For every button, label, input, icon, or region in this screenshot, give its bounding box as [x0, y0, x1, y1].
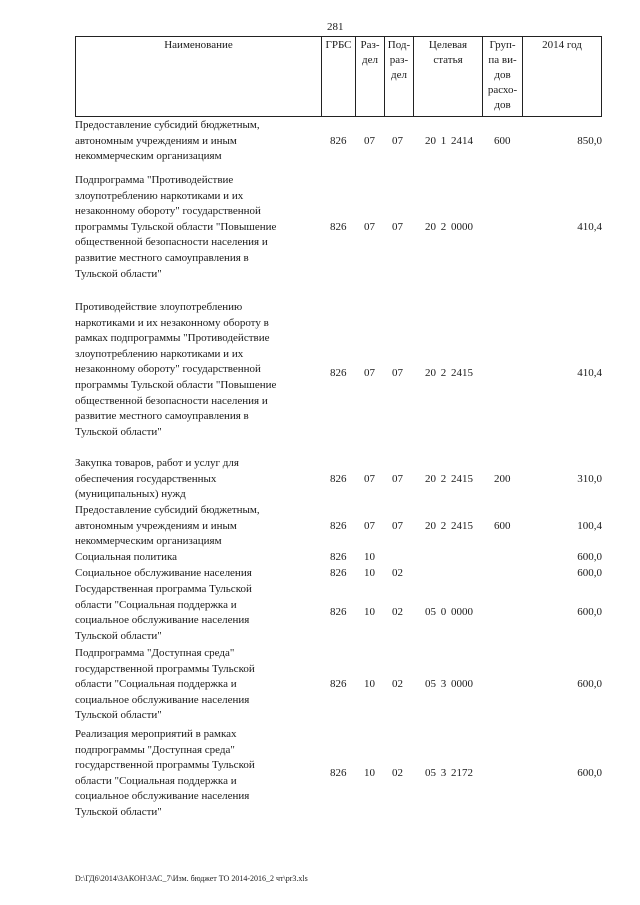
- row-grbs: 826: [330, 134, 347, 147]
- row-podrazdel: 02: [392, 678, 403, 691]
- row-sum: 600,0: [577, 606, 602, 619]
- row-name: Социальная политика: [75, 551, 178, 563]
- row-name: Подпрограмма "Доступная среда" государственной программы Тульской области "Социальная поддержка и социальное обслуживание населения Тульской области": [75, 647, 255, 722]
- row-sum: 410,4: [577, 367, 602, 379]
- row-razdel: 07: [364, 220, 375, 233]
- row-name: Закупка товаров, работ и услуг для обеспечения государственных (муниципальных) нужд: [75, 457, 239, 501]
- row-razdel: 10: [364, 767, 375, 779]
- row-podrazdel: 02: [392, 606, 403, 619]
- row-expense-group: 600: [494, 134, 511, 147]
- row-sum: 600,0: [577, 551, 602, 563]
- header-year-2014: 2014 год: [542, 39, 582, 51]
- row-target-article: 20 2 2415: [425, 519, 473, 532]
- row-razdel: 10: [364, 551, 375, 563]
- header-name: Наименование: [164, 39, 233, 51]
- row-sum: 100,4: [577, 519, 602, 532]
- row-razdel: 10: [364, 606, 375, 619]
- row-podrazdel: 02: [392, 567, 403, 579]
- header-grbs: ГРБС: [325, 39, 352, 51]
- header-podrazdel: Под- раз- дел: [387, 39, 411, 81]
- row-podrazdel: 07: [392, 367, 403, 379]
- row-name: Подпрограмма "Противодействие злоупотреблению наркотиками и их незаконному обороту" государственной программы Тульской области "Повышение общественной безопасности населения и развитие местного самоуправления в Тульской области": [75, 174, 277, 280]
- row-name: Государственная программа Тульской области "Социальная поддержка и социальное обслуживание населения Тульской области": [75, 583, 252, 642]
- row-target-article: 05 0 0000: [425, 606, 473, 619]
- row-grbs: 826: [330, 472, 347, 485]
- row-podrazdel: 07: [392, 220, 403, 233]
- row-name: Реализация мероприятий в рамках подпрограммы "Доступная среда" государственной программы Тульской области "Социальная поддержка и социальное обслуживание населения Тульской области": [75, 728, 255, 818]
- row-name: Социальное обслуживание населения: [75, 567, 252, 579]
- row-target-article: 05 3 2172: [425, 767, 473, 779]
- row-grbs: 826: [330, 367, 347, 379]
- row-podrazdel: 07: [392, 519, 403, 532]
- row-sum: 850,0: [577, 134, 602, 147]
- row-target-article: 20 2 2415: [425, 472, 473, 485]
- header-target-article: Целевая статья: [428, 39, 468, 66]
- row-name: Противодействие злоупотреблению наркотиками и их незаконному обороту в рамках подпрограммы "Противодействие злоупотреблению наркотиками и их незаконному обороту" государственной программы Тульской области "Повышение общественной безопасности населения и развитие местного самоуправления в Тульской области": [75, 301, 277, 438]
- column-divider: [601, 37, 602, 116]
- row-grbs: 826: [330, 519, 347, 532]
- row-name: Предоставление субсидий бюджетным, автономным учреждениям и иным некоммерческим организациям: [75, 119, 260, 163]
- row-razdel: 07: [364, 367, 375, 379]
- row-razdel: 07: [364, 134, 375, 147]
- row-razdel: 10: [364, 678, 375, 691]
- row-podrazdel: 07: [392, 472, 403, 485]
- row-sum: 600,0: [577, 567, 602, 579]
- row-grbs: 826: [330, 567, 347, 579]
- row-grbs: 826: [330, 220, 347, 233]
- table-header-bottom-border: [75, 116, 602, 117]
- row-grbs: 826: [330, 606, 347, 619]
- row-expense-group: 200: [494, 472, 511, 485]
- row-target-article: 20 1 2414: [425, 134, 473, 147]
- row-podrazdel: 07: [392, 134, 403, 147]
- header-razdel: Раз- дел: [360, 39, 380, 66]
- row-expense-group: 600: [494, 519, 511, 532]
- row-podrazdel: 02: [392, 767, 403, 779]
- row-grbs: 826: [330, 767, 347, 779]
- row-target-article: 05 3 0000: [425, 678, 473, 691]
- row-grbs: 826: [330, 551, 347, 563]
- row-sum: 600,0: [577, 678, 602, 691]
- row-grbs: 826: [330, 678, 347, 691]
- row-target-article: 20 2 0000: [425, 220, 473, 233]
- row-target-article: 20 2 2415: [425, 367, 473, 379]
- header-expense-group: Груп- па ви- дов расхо- дов: [487, 39, 518, 111]
- footer-file-path: D:\ГД6\2014\ЗАКОН\ЗАС_7\Изм. бюджет ТО 2014-2016_2 чт\pr3.xls: [75, 874, 308, 883]
- row-sum: 410,4: [577, 220, 602, 233]
- row-razdel: 07: [364, 472, 375, 485]
- row-razdel: 10: [364, 567, 375, 579]
- row-name: Предоставление субсидий бюджетным, автономным учреждениям и иным некоммерческим организациям: [75, 504, 260, 548]
- page-number: 281: [327, 21, 344, 33]
- row-sum: 600,0: [577, 767, 602, 779]
- row-razdel: 07: [364, 519, 375, 532]
- row-sum: 310,0: [577, 472, 602, 485]
